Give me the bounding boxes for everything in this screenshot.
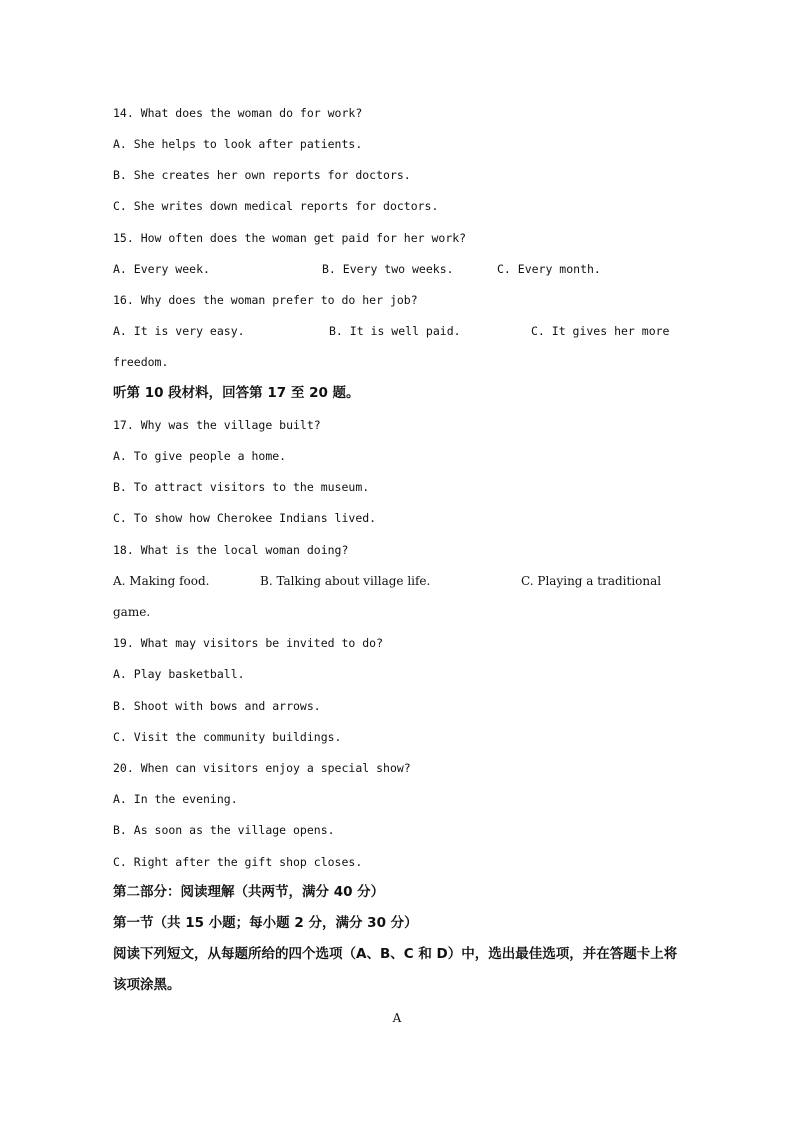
q16-stem: 16. Why does the woman prefer to do her job? (113, 293, 418, 307)
q17-option-a: A. To give people a home. (113, 449, 287, 463)
section-10-heading: 听第 10 段材料，回答第 17 至 20 题。 (113, 385, 360, 401)
q16-option-b: B. It is well paid. (329, 324, 461, 338)
q14-option-a: A. She helps to look after patients. (113, 137, 363, 151)
q15-option-a: A. Every week. (113, 262, 210, 276)
q18-option-c: C. Playing a traditional (521, 574, 662, 588)
q19-option-c: C. Visit the community buildings. (113, 730, 342, 744)
q14-option-b: B. She creates her own reports for doctors. (113, 168, 411, 182)
q18-option-b: B. Talking about village life. (260, 574, 431, 588)
q17-option-c: C. To show how Cherokee Indians lived. (113, 511, 377, 525)
instruction-line-2: 该项涂黑。 (113, 977, 181, 993)
q20-option-c: C. Right after the gift shop closes. (113, 855, 363, 869)
q15-option-b: B. Every two weeks. (322, 262, 454, 276)
q19-option-b: B. Shoot with bows and arrows. (113, 699, 321, 713)
q18-option-c-continued: game. (113, 605, 151, 619)
q18-option-a: A. Making food. (113, 574, 210, 588)
q15-option-c: C. Every month. (497, 262, 601, 276)
q14-option-c: C. She writes down medical reports for doctors. (113, 199, 439, 213)
q18-stem: 18. What is the local woman doing? (113, 543, 349, 557)
q16-option-a: A. It is very easy. (113, 324, 245, 338)
q16-option-c-continued: freedom. (113, 355, 169, 369)
part-2-heading: 第二部分：阅读理解（共两节，满分 40 分） (113, 884, 385, 900)
q20-option-b: B. As soon as the village opens. (113, 823, 335, 837)
q15-stem: 15. How often does the woman get paid for her work? (113, 231, 467, 245)
section-1-heading: 第一节（共 15 小题；每小题 2 分，满分 30 分） (113, 915, 418, 931)
q20-option-a: A. In the evening. (113, 792, 238, 806)
passage-label: A (392, 1011, 402, 1025)
q16-option-c: C. It gives her more (531, 324, 670, 338)
q19-stem: 19. What may visitors be invited to do? (113, 636, 384, 650)
q20-stem: 20. When can visitors enjoy a special show? (113, 761, 411, 775)
instruction-line-1: 阅读下列短文，从每题所给的四个选项（A、B、C 和 D）中，选出最佳选项，并在答题卡上将 (113, 946, 678, 962)
q17-stem: 17. Why was the village built? (113, 418, 321, 432)
q14-stem: 14. What does the woman do for work? (113, 106, 363, 120)
q19-option-a: A. Play basketball. (113, 667, 245, 681)
q17-option-b: B. To attract visitors to the museum. (113, 480, 370, 494)
